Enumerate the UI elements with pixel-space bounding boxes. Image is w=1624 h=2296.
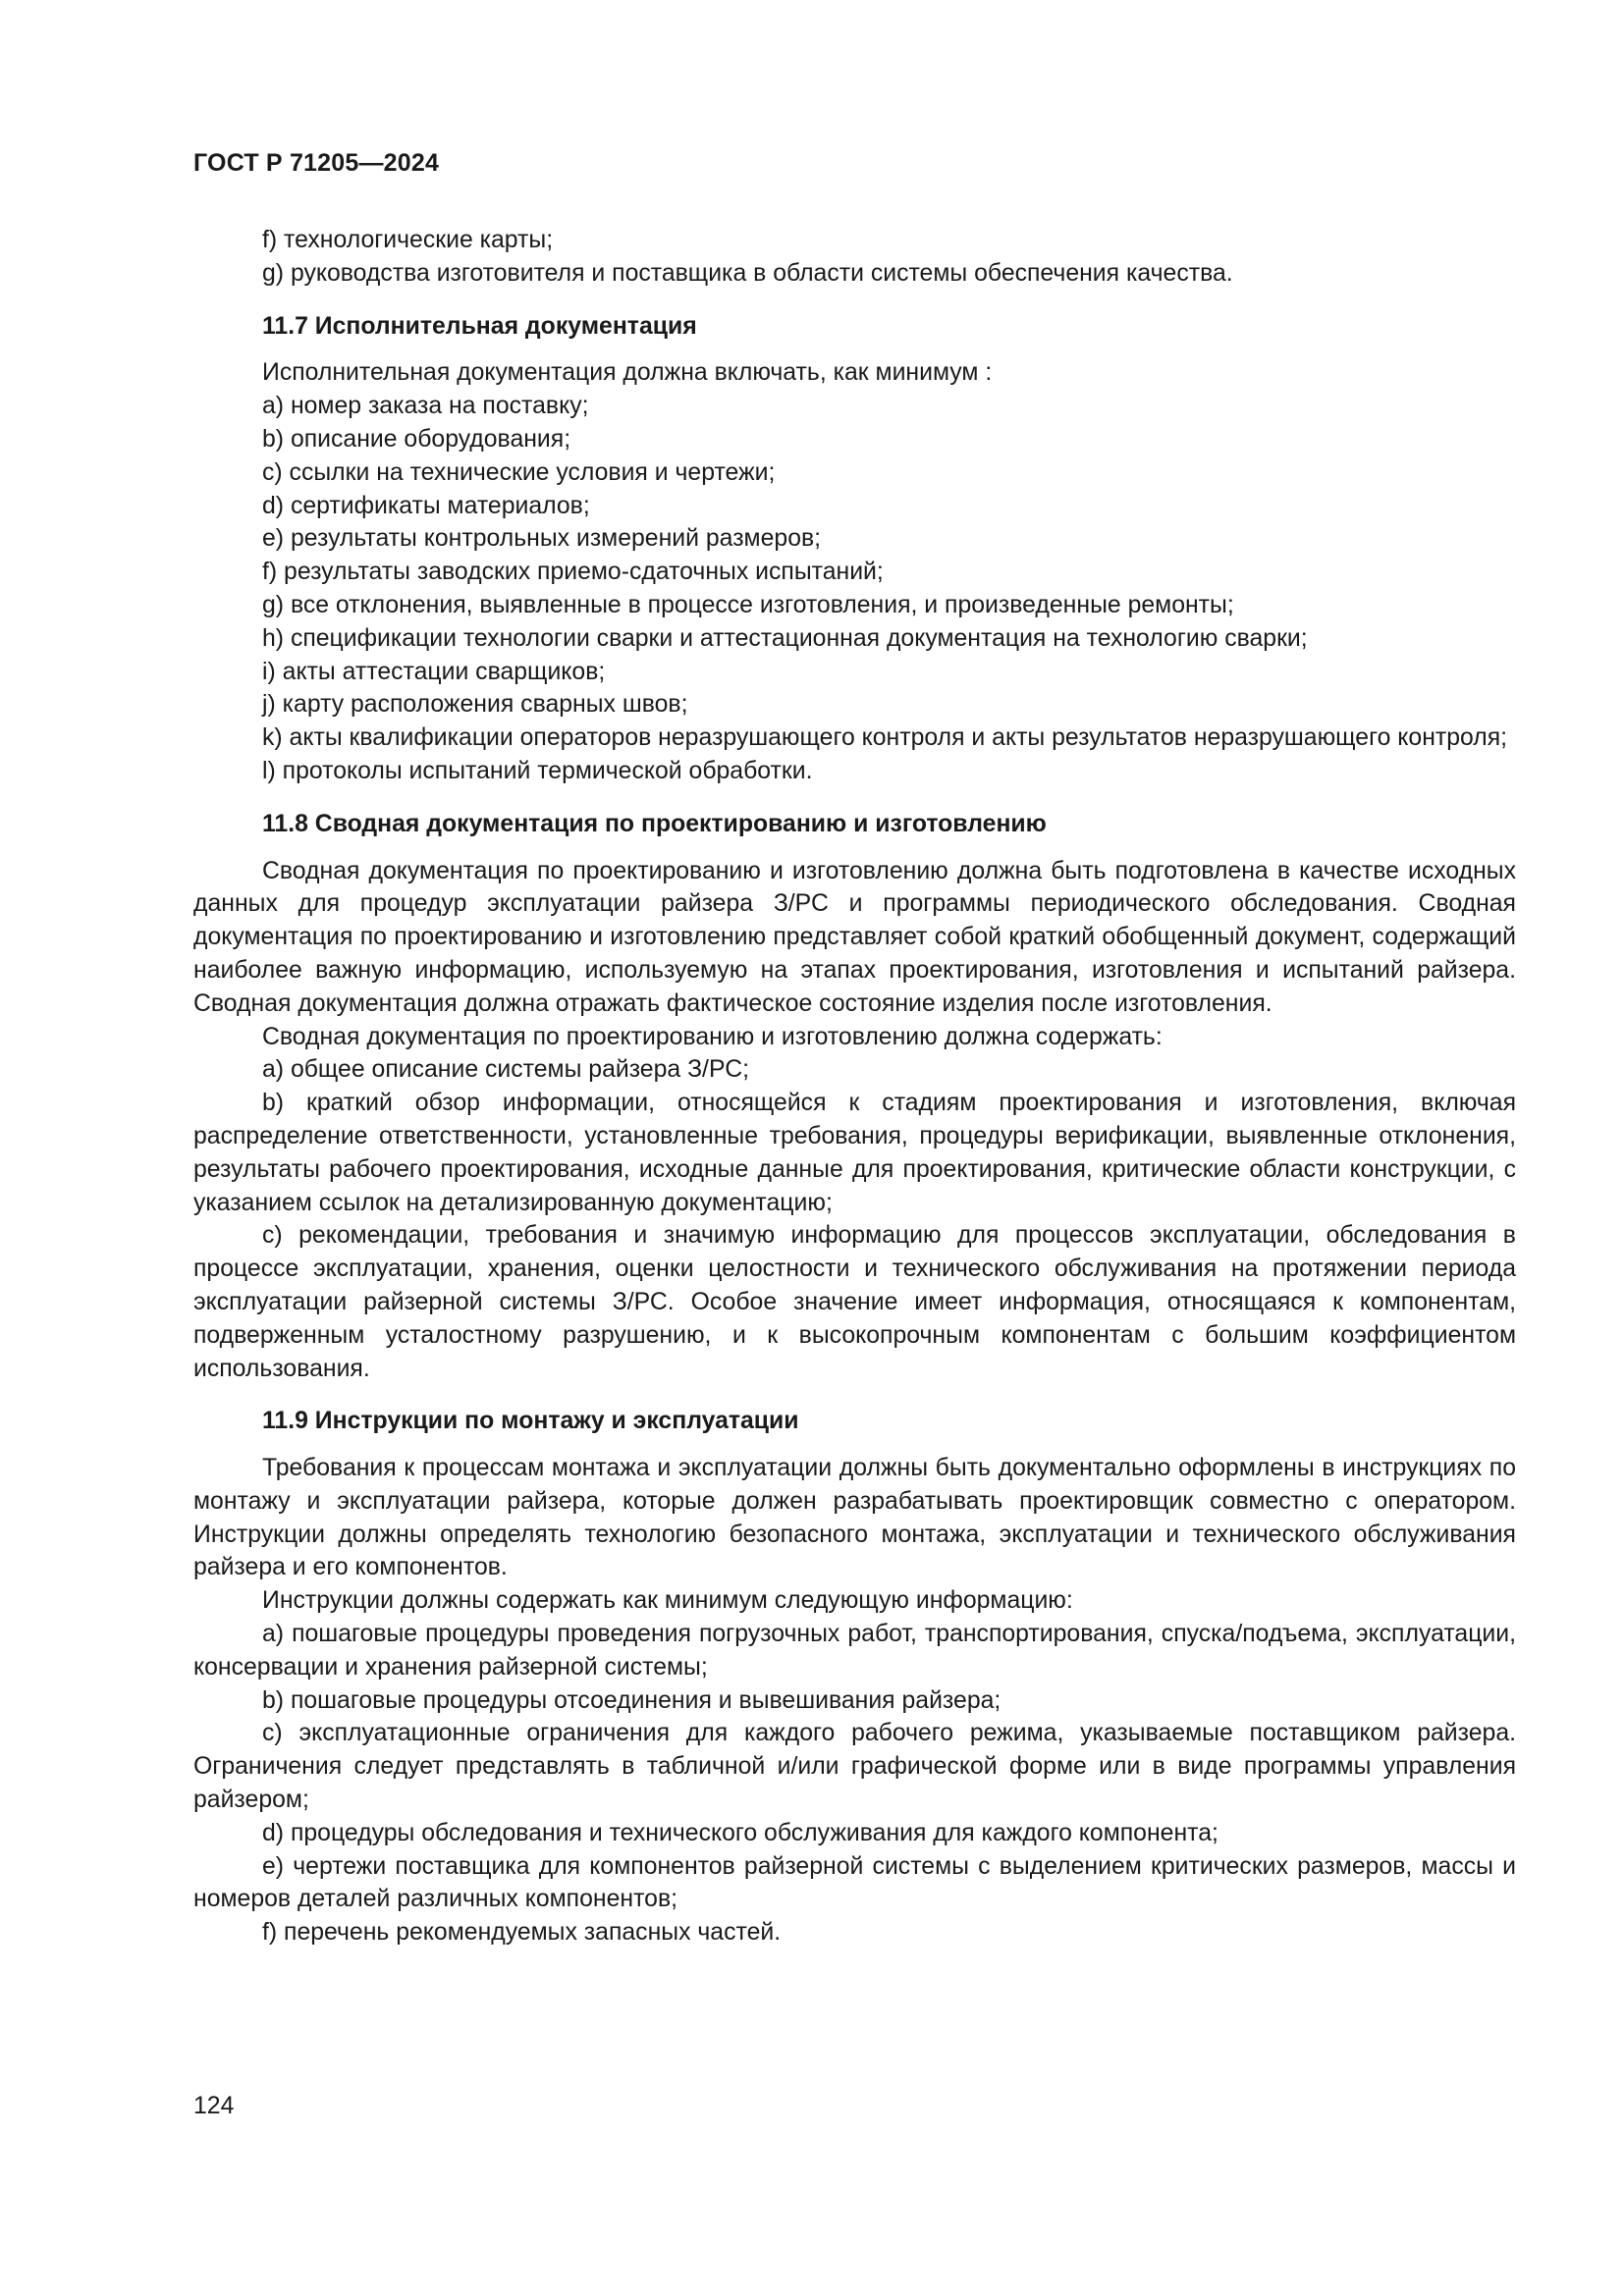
document-body — [193, 224, 1516, 1949]
list-item: a) номер заказа на поставку; — [262, 393, 589, 420]
continued-list — [193, 224, 1516, 291]
list-item: c) эксплуатационные ограничения для каждого рабочего режима, указываемые поставщиком райзера. Ограничения следует представлять в табличной и/или графической форме или в виде программы управления райзером; — [193, 1720, 1516, 1814]
section-intro: Исполнительная документация должна включать, как минимум : — [262, 359, 993, 387]
list-item: f) технологические карты; — [262, 227, 554, 253]
requirements-list — [193, 390, 1516, 788]
list-item: e) результаты контрольных измерений размеров; — [262, 525, 822, 553]
section-11-7 — [193, 310, 1516, 788]
list-item: i) акты аттестации сварщиков; — [262, 658, 606, 685]
list-item: b) краткий обзор информации, относящейся к стадиям проектирования и изготовления, включая распределение ответственности, установленные требования, процедуры верификации, выявленные отклонения, результаты рабочего проектирования, исходные данные для проектирования, критические области конструкции, с указанием ссылок на детализированную документацию; — [193, 1090, 1516, 1216]
section-paragraph: Инструкции должны содержать как минимум следующую информацию: — [262, 1587, 1073, 1615]
list-item: b) пошаговые процедуры отсоединения и вывешивания райзера; — [262, 1686, 1001, 1714]
list-item: f) результаты заводских приемо-сдаточных испытаний; — [262, 559, 884, 586]
list-item: f) перечень рекомендуемых запасных частей. — [262, 1919, 782, 1947]
list-item: c) ссылки на технические условия и чертежи; — [262, 458, 776, 486]
section-heading: 11.7 Исполнительная документация — [262, 312, 697, 340]
list-item: b) описание оборудования; — [262, 425, 571, 453]
list-item: a) общее описание системы райзера З/РС; — [262, 1056, 749, 1084]
list-item: d) процедуры обследования и технического обслуживания для каждого компонента; — [262, 1819, 1218, 1846]
section-11-8 — [193, 808, 1516, 1386]
list-item: e) чертежи поставщика для компонентов райзерной системы с выделением критических размеров, массы и номеров деталей различных компонентов; — [193, 1852, 1516, 1913]
section-heading: 11.9 Инструкции по монтажу и эксплуатации — [262, 1408, 799, 1435]
list-item: g) руководства изготовителя и поставщика в области системы обеспечения качества. — [262, 259, 1233, 287]
list-item: a) пошаговые процедуры проведения погрузочных работ, транспортирования, спуска/подъема, эксплуатации, консервации и хранения райзерной системы; — [193, 1621, 1516, 1681]
page-number: 124 — [193, 2093, 235, 2119]
list-item: h) спецификации технологии сварки и аттестационная документация на технологию сварки; — [262, 624, 1308, 652]
list-item: g) все отклонения, выявленные в процессе изготовления, и произведенные ремонты; — [262, 591, 1234, 618]
document-header: ГОСТ Р 71205—2024 — [193, 149, 440, 177]
instructions-list — [193, 1618, 1516, 1949]
list-item: j) карту расположения сварных швов; — [262, 691, 688, 719]
list-item: l) протоколы испытаний термической обработки. — [262, 757, 813, 784]
section-heading: 11.8 Сводная документация по проектированию и изготовлению — [262, 810, 1047, 837]
list-item: c) рекомендации, требования и значимую информацию для процессов эксплуатации, обследования в процессе эксплуатации, хранения, оценки целостности и технического обслуживания на протяжении периода эксплуатации райзерной системы З/РС. Особое значение имеет информация, относящаяся к компонентам, подверженным усталостному разрушению, и к высокопрочным компонентам с большим коэффициентом использования. — [193, 1222, 1516, 1382]
section-paragraph: Требования к процессам монтажа и эксплуатации должны быть документально оформлены в инструкциях по монтажу и эксплуатации райзера, которые должен разрабатывать проектировщик совместно с оператором. Инструкции должны определять технологию безопасного монтажа, эксплуатации и технического обслуживания райзера и его компонентов. — [193, 1455, 1516, 1581]
section-paragraph: Сводная документация по проектированию и изготовлению должна быть подготовлена в качестве исходных данных для процедур эксплуатации райзера З/РС и программы периодического обследования. Сводная документация по проектированию и изготовлению представляет собой краткий обобщенный документ, содержащий наиболее важную информацию, используемую на этапах проектирования, изготовления и испытаний райзера. Сводная документация должна отражать фактическое состояние изделия после изготовления. — [193, 857, 1516, 1017]
section-paragraph: Сводная документация по проектированию и изготовлению должна содержать: — [262, 1023, 1163, 1050]
section-11-9 — [193, 1405, 1516, 1949]
list-item: k) акты квалификации операторов неразрушающего контроля и акты результатов неразрушающего контроля; — [262, 724, 1508, 752]
contents-list — [193, 1053, 1516, 1385]
list-item: d) сертификаты материалов; — [262, 492, 590, 519]
